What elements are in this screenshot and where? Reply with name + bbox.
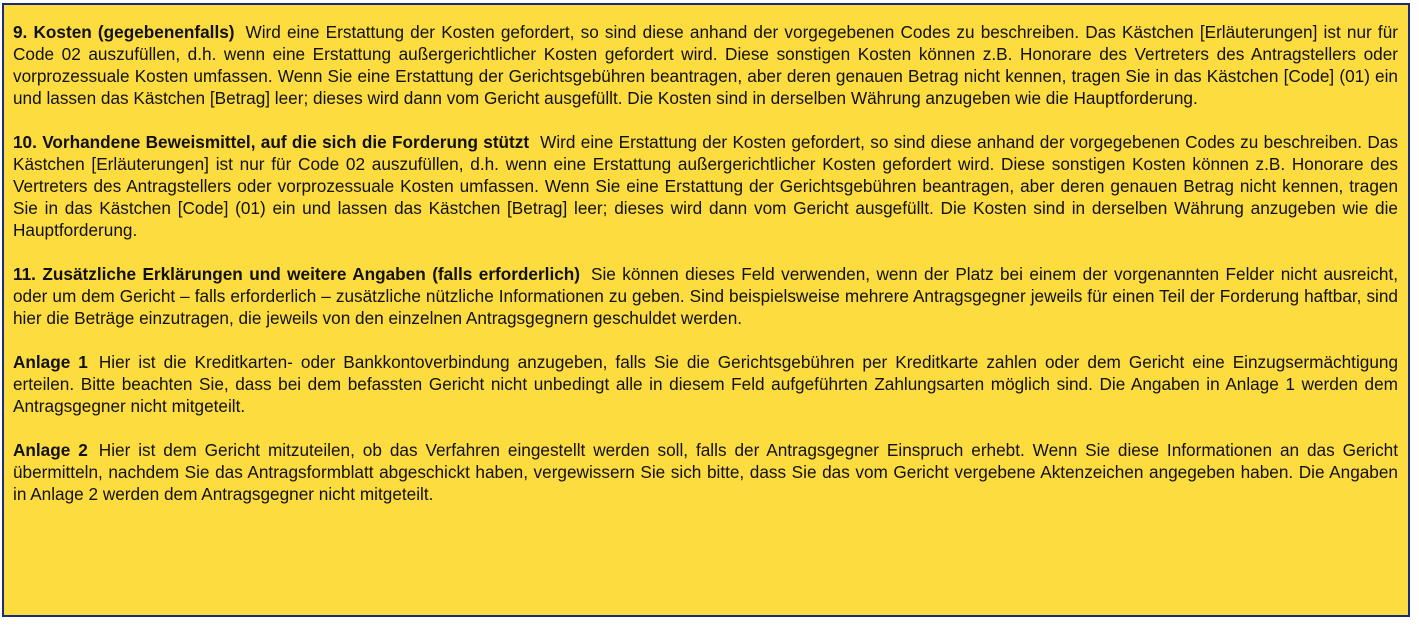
section-anlage-2: [13, 439, 1398, 505]
section-text: Hier ist dem Gericht mitzuteilen, ob das Verfahren eingestellt werden soll, falls der Antragsgegner Einspruch erhebt. Wenn Sie diese Informationen an das Gericht übermitteln, nachdem Sie das Antragsformblatt abgeschickt haben, vergewissern Sie sich bitte, dass Sie das vom Gericht vergebene Aktenzeichen angegeben haben. Die Angaben in Anlage 2 werden dem Antragsgegner nicht mitgeteilt.: [13, 440, 1398, 504]
instructions-panel: [2, 3, 1410, 617]
section-anlage-1: [13, 351, 1398, 417]
section-heading: Anlage 1: [13, 352, 88, 372]
section-text: Sie können dieses Feld verwenden, wenn der Platz bei einem der vorgenannten Felder nicht ausreicht, oder um dem Gericht – falls erforderlich – zusätzliche nützliche Informationen zu geben. Sind beispielsweise mehrere Antragsgegner jeweils für einen Teil der Forderung haftbar, sind hier die Beträge einzutragen, die jeweils von den einzelnen Antragsgegnern geschuldet werden.: [13, 264, 1398, 328]
section-text: Wird eine Erstattung der Kosten gefordert, so sind diese anhand der vorgegebenen Codes zu beschreiben. Das Kästchen [Erläuterungen] ist nur für Code 02 auszufüllen, d.h. wenn eine Erstattung außergerichtlicher Kosten gefordert wird. Diese sonstigen Kosten können z.B. Honorare des Vertreters des Antragstellers oder vorprozessuale Kosten umfassen. Wenn Sie eine Erstattung der Gerichtsgebühren beantragen, aber deren genauen Betrag nicht kennen, tragen Sie in das Kästchen [Code] (01) ein und lassen das Kästchen [Betrag] leer; dieses wird dann vom Gericht ausgefüllt. Die Kosten sind in derselben Währung anzugeben wie die Hauptforderung.: [13, 22, 1398, 108]
section-zusaetzliche-erklaerungen: [13, 263, 1398, 329]
section-text: Wird eine Erstattung der Kosten gefordert, so sind diese anhand der vorgegebenen Codes zu beschreiben. Das Kästchen [Erläuterungen] ist nur für Code 02 auszufüllen, d.h. wenn eine Erstattung außergerichtlicher Kosten gefordert wird. Diese sonstigen Kosten können z.B. Honorare des Vertreters des Antragstellers oder vorprozessuale Kosten umfassen. Wenn Sie eine Erstattung der Gerichtsgebühren beantragen, aber deren genauen Betrag nicht kennen, tragen Sie in das Kästchen [Code] (01) ein und lassen das Kästchen [Betrag] leer; dieses wird dann vom Gericht ausgefüllt. Die Kosten sind in derselben Währung anzugeben wie die Hauptforderung.: [13, 132, 1398, 240]
section-heading: 11. Zusätzliche Erklärungen und weitere Angaben (falls erforderlich): [13, 264, 580, 284]
section-text: Hier ist die Kreditkarten- oder Bankkontoverbindung anzugeben, falls Sie die Gerichtsgebühren per Kreditkarte zahlen oder dem Gericht eine Einzugsermächtigung erteilen. Bitte beachten Sie, dass bei dem befassten Gericht nicht unbedingt alle in diesem Feld aufgeführten Zahlungsarten möglich sind. Die Angaben in Anlage 1 werden dem Antragsgegner nicht mitgeteilt.: [13, 352, 1399, 416]
section-beweismittel: [13, 131, 1398, 241]
section-kosten: [13, 21, 1398, 109]
section-heading: 9. Kosten (gegebenenfalls): [13, 22, 235, 42]
section-heading: Anlage 2: [13, 440, 88, 460]
section-heading: 10. Vorhandene Beweismittel, auf die sich die Forderung stützt: [13, 132, 530, 152]
